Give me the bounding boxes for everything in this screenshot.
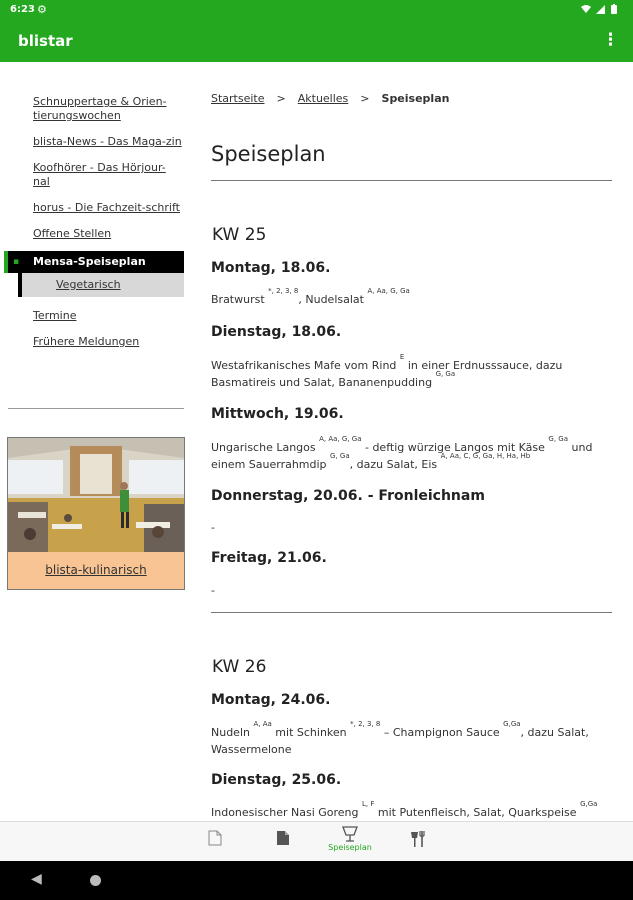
page-outline-icon	[208, 830, 222, 846]
allergen-codes: G,Ga	[580, 800, 598, 808]
sidebar-item-fruehere-meldungen[interactable]: Frühere Meldungen	[33, 335, 140, 348]
breadcrumb-separator: >	[276, 92, 286, 105]
breadcrumb-current: Speiseplan	[381, 92, 450, 105]
allergen-codes: A, Aa, G, Ga	[367, 287, 410, 295]
breadcrumb	[211, 92, 613, 110]
breadcrumb-home[interactable]: Startseite	[211, 92, 265, 105]
allergen-codes: E	[399, 353, 405, 361]
sidebar-item-mensa-speiseplan[interactable]	[4, 251, 184, 273]
week-heading: KW 25	[212, 225, 267, 245]
sidebar-item-horus[interactable]: horus - Die Fachzeit-schrift	[33, 201, 180, 214]
meal-text: Bratwurst $^{*, 2, 3, 8}$, Nudelsalat $^{A, Aa, G, Ga}$	[211, 287, 410, 306]
meal-text: Westafrikanisches Mafe vom Rind $^E$ in einer Erdnusssauce, dazu Basmatireis und Salat, Bananenpudding $^{G, Ga}$	[211, 353, 563, 389]
day-heading: Dienstag, 18.06.	[211, 324, 342, 340]
week-heading: KW 26	[212, 657, 267, 677]
allergen-codes: G, Ga	[548, 435, 569, 443]
bottom-nav	[0, 821, 633, 862]
sidebar-divider	[8, 408, 184, 409]
allergen-codes: L, F	[362, 800, 375, 808]
promo-link[interactable]: blista-kulinarisch	[45, 563, 147, 577]
sidebar-active-label: Mensa-Speiseplan	[33, 255, 146, 268]
allergen-codes: G,Ga	[503, 720, 521, 728]
nav-item-document[interactable]	[253, 822, 313, 862]
cutlery-icon	[409, 830, 427, 848]
cafeteria-photo[interactable]	[8, 438, 184, 552]
allergen-codes: A, Aa, C, G, Ga, H, Ha, Hb	[440, 452, 531, 460]
more-vert-icon[interactable]: ⋮	[602, 30, 619, 50]
status-bar	[0, 0, 633, 20]
day-heading: Montag, 24.06.	[211, 692, 331, 708]
sidebar-item-koofhoerer[interactable]: Koofhörer - Das Hörjour-nal	[33, 161, 166, 188]
meal-text: Ungarische Langos $^{A, Aa, G, Ga}$ - deftig würzige Langos mit Käse $^{G, Ga}$ und einem Sauerrahmdip $^{G, Ga}$, dazu Salat, Eis $^{A, Aa, C, G, Ga, H, Ha, Hb}$	[211, 435, 593, 471]
sidebar-item-vegetarisch[interactable]: Vegetarisch	[18, 273, 184, 297]
day-heading: Montag, 18.06.	[211, 260, 331, 276]
day-heading: Freitag, 21.06.	[211, 550, 327, 566]
gear-icon: ⚙	[37, 3, 47, 16]
allergen-codes: A, Aa, G, Ga	[319, 435, 362, 443]
sidebar-nav	[8, 95, 184, 361]
meal-text: -	[211, 521, 215, 534]
allergen-codes: *, 2, 3, 8	[268, 287, 299, 295]
sidebar-item-schnuppertage[interactable]: Schnuppertage & Orien-tierungswochen	[33, 95, 167, 122]
breadcrumb-news[interactable]: Aktuelles	[297, 92, 349, 105]
nav-item-menu[interactable]	[388, 822, 448, 862]
nav-item-speiseplan[interactable]	[320, 822, 380, 862]
allergen-codes: A, Aa	[253, 720, 272, 728]
home-icon[interactable]	[90, 875, 101, 886]
day-heading: Mittwoch, 19.06.	[211, 406, 344, 422]
sidebar-item-blista-news[interactable]: blista-News - Das Maga-zin	[33, 135, 182, 148]
status-time: 6:23	[10, 4, 35, 15]
app-title: blistar	[18, 32, 73, 50]
allergen-codes: G, Ga	[435, 370, 456, 378]
breadcrumb-separator: >	[360, 92, 370, 105]
week-divider	[211, 612, 612, 613]
allergen-codes: *, 2, 3, 8	[350, 720, 381, 728]
day-heading: Donnerstag, 20.06. - Fronleichnam	[211, 488, 485, 504]
promo-card[interactable]	[7, 437, 185, 590]
sidebar-item-termine[interactable]: Termine	[33, 309, 77, 322]
meal-text: -	[211, 584, 215, 597]
active-bullet-icon: ▪	[13, 257, 20, 267]
nav-label-speiseplan: Speiseplan	[328, 843, 372, 852]
back-icon[interactable]: ◀	[31, 871, 42, 887]
meal-text: Indonesischer Nasi Goreng $^{L, F}$ mit Putenfleisch, Salat, Quarkspeise $^{G,Ga}$	[211, 800, 598, 819]
page-title: Speiseplan	[211, 142, 326, 166]
nav-item-page[interactable]	[185, 822, 245, 862]
meal-text: Nudeln $^{A, Aa}$ mit Schinken $^{*, 2, 3, 8}$ – Champignon Sauce $^{G,Ga}$, dazu Salat, Wassermelone	[211, 720, 589, 756]
system-nav-bar	[0, 861, 633, 900]
system-status-icons	[579, 3, 625, 18]
page-filled-icon	[276, 830, 290, 846]
app-bar	[0, 20, 633, 62]
main-content	[211, 92, 613, 819]
allergen-codes: G, Ga	[330, 452, 350, 460]
title-divider	[211, 180, 612, 181]
dining-icon	[341, 826, 359, 842]
day-heading: Dienstag, 25.06.	[211, 772, 342, 788]
sidebar-item-offene-stellen[interactable]: Offene Stellen	[33, 227, 112, 240]
